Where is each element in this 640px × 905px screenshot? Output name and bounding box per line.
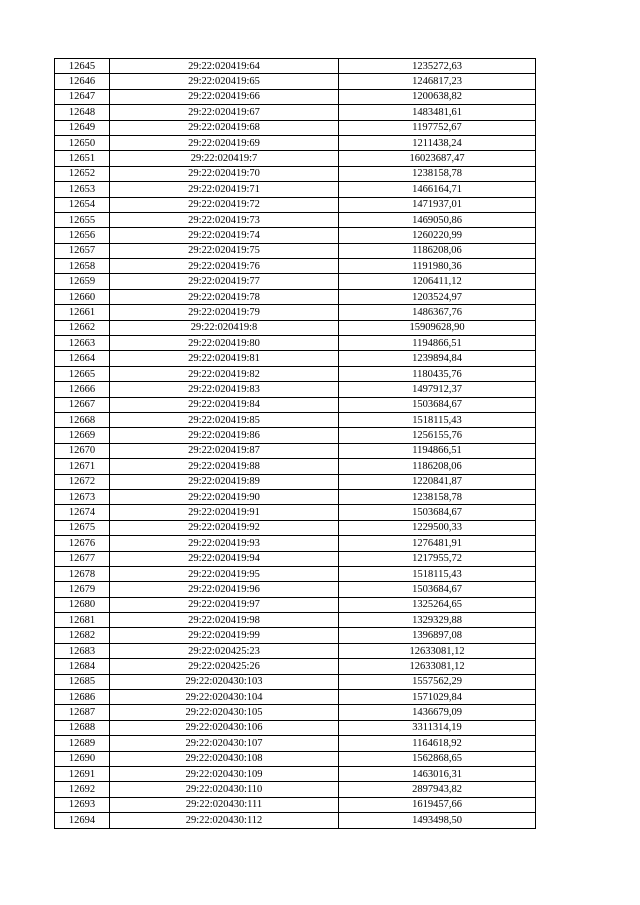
table-row [55, 628, 536, 643]
value-cell: 1483481,61 [339, 105, 536, 120]
cadastral-number-cell: 29:22:020419:72 [110, 197, 339, 212]
table-row [55, 397, 536, 412]
row-number-cell: 12666 [55, 382, 110, 397]
value-cell: 1191980,36 [339, 259, 536, 274]
value-cell: 1463016,31 [339, 766, 536, 781]
table-row [55, 474, 536, 489]
cadastral-number-cell: 29:22:020430:107 [110, 736, 339, 751]
table-row [55, 505, 536, 520]
row-number-cell: 12661 [55, 305, 110, 320]
value-cell: 1518115,43 [339, 412, 536, 427]
cadastral-number-cell: 29:22:020419:84 [110, 397, 339, 412]
data-table [54, 58, 536, 829]
cadastral-number-cell: 29:22:020430:106 [110, 720, 339, 735]
value-cell: 1260220,99 [339, 228, 536, 243]
value-cell: 1217955,72 [339, 551, 536, 566]
value-cell: 12633081,12 [339, 643, 536, 658]
value-cell: 1325264,65 [339, 597, 536, 612]
cadastral-number-cell: 29:22:020419:85 [110, 412, 339, 427]
table-row [55, 412, 536, 427]
cadastral-number-cell: 29:22:020425:26 [110, 659, 339, 674]
table-row [55, 643, 536, 658]
row-number-cell: 12660 [55, 289, 110, 304]
row-number-cell: 12690 [55, 751, 110, 766]
table-row [55, 690, 536, 705]
cadastral-number-cell: 29:22:020419:90 [110, 489, 339, 504]
table-row [55, 766, 536, 781]
row-number-cell: 12646 [55, 74, 110, 89]
row-number-cell: 12685 [55, 674, 110, 689]
cadastral-number-cell: 29:22:020419:68 [110, 120, 339, 135]
table-row [55, 736, 536, 751]
cadastral-number-cell: 29:22:020430:110 [110, 782, 339, 797]
table-row [55, 551, 536, 566]
table-row [55, 382, 536, 397]
cadastral-number-cell: 29:22:020425:23 [110, 643, 339, 658]
cadastral-number-cell: 29:22:020419:97 [110, 597, 339, 612]
table-row [55, 428, 536, 443]
table-row [55, 582, 536, 597]
value-cell: 1571029,84 [339, 690, 536, 705]
cadastral-number-cell: 29:22:020419:86 [110, 428, 339, 443]
value-cell: 1194866,51 [339, 336, 536, 351]
table-row [55, 228, 536, 243]
value-cell: 1238158,78 [339, 489, 536, 504]
cadastral-number-cell: 29:22:020430:103 [110, 674, 339, 689]
row-number-cell: 12671 [55, 459, 110, 474]
row-number-cell: 12694 [55, 813, 110, 828]
table-row [55, 659, 536, 674]
row-number-cell: 12681 [55, 613, 110, 628]
row-number-cell: 12665 [55, 366, 110, 381]
value-cell: 1239894,84 [339, 351, 536, 366]
row-number-cell: 12659 [55, 274, 110, 289]
row-number-cell: 12684 [55, 659, 110, 674]
value-cell: 1229500,33 [339, 520, 536, 535]
table-row [55, 674, 536, 689]
value-cell: 1211438,24 [339, 135, 536, 150]
row-number-cell: 12656 [55, 228, 110, 243]
row-number-cell: 12693 [55, 797, 110, 812]
row-number-cell: 12691 [55, 766, 110, 781]
row-number-cell: 12672 [55, 474, 110, 489]
value-cell: 1562868,65 [339, 751, 536, 766]
row-number-cell: 12649 [55, 120, 110, 135]
cadastral-number-cell: 29:22:020419:65 [110, 74, 339, 89]
cadastral-number-cell: 29:22:020419:93 [110, 536, 339, 551]
table-row [55, 259, 536, 274]
value-cell: 1469050,86 [339, 212, 536, 227]
value-cell: 1276481,91 [339, 536, 536, 551]
cadastral-number-cell: 29:22:020419:64 [110, 59, 339, 74]
row-number-cell: 12679 [55, 582, 110, 597]
value-cell: 1466164,71 [339, 182, 536, 197]
value-cell: 1180435,76 [339, 366, 536, 381]
row-number-cell: 12655 [55, 212, 110, 227]
value-cell: 1186208,06 [339, 243, 536, 258]
table-row [55, 597, 536, 612]
table-row [55, 289, 536, 304]
row-number-cell: 12647 [55, 89, 110, 104]
value-cell: 1200638,82 [339, 89, 536, 104]
cadastral-number-cell: 29:22:020419:99 [110, 628, 339, 643]
value-cell: 1503684,67 [339, 397, 536, 412]
table-row [55, 182, 536, 197]
table-row [55, 74, 536, 89]
cadastral-number-cell: 29:22:020419:73 [110, 212, 339, 227]
row-number-cell: 12667 [55, 397, 110, 412]
table-row [55, 59, 536, 74]
cadastral-number-cell: 29:22:020419:88 [110, 459, 339, 474]
value-cell: 1220841,87 [339, 474, 536, 489]
value-cell: 1206411,12 [339, 274, 536, 289]
value-cell: 1329329,88 [339, 613, 536, 628]
table-row [55, 105, 536, 120]
row-number-cell: 12687 [55, 705, 110, 720]
cadastral-number-cell: 29:22:020419:82 [110, 366, 339, 381]
table-row [55, 751, 536, 766]
value-cell: 1436679,09 [339, 705, 536, 720]
cadastral-number-cell: 29:22:020419:7 [110, 151, 339, 166]
value-cell: 1194866,51 [339, 443, 536, 458]
value-cell: 1557562,29 [339, 674, 536, 689]
table-row [55, 336, 536, 351]
table-row [55, 320, 536, 335]
table-row [55, 520, 536, 535]
row-number-cell: 12692 [55, 782, 110, 797]
row-number-cell: 12676 [55, 536, 110, 551]
row-number-cell: 12669 [55, 428, 110, 443]
value-cell: 1493498,50 [339, 813, 536, 828]
table-body [55, 59, 536, 829]
row-number-cell: 12688 [55, 720, 110, 735]
table-row [55, 705, 536, 720]
value-cell: 1164618,92 [339, 736, 536, 751]
value-cell: 15909628,90 [339, 320, 536, 335]
cadastral-number-cell: 29:22:020419:66 [110, 89, 339, 104]
cadastral-number-cell: 29:22:020419:74 [110, 228, 339, 243]
row-number-cell: 12674 [55, 505, 110, 520]
value-cell: 1256155,76 [339, 428, 536, 443]
row-number-cell: 12651 [55, 151, 110, 166]
row-number-cell: 12680 [55, 597, 110, 612]
cadastral-number-cell: 29:22:020419:78 [110, 289, 339, 304]
row-number-cell: 12652 [55, 166, 110, 181]
table-row [55, 151, 536, 166]
cadastral-number-cell: 29:22:020419:87 [110, 443, 339, 458]
value-cell: 1497912,37 [339, 382, 536, 397]
row-number-cell: 12689 [55, 736, 110, 751]
row-number-cell: 12658 [55, 259, 110, 274]
value-cell: 1619457,66 [339, 797, 536, 812]
table-row [55, 351, 536, 366]
cadastral-number-cell: 29:22:020430:108 [110, 751, 339, 766]
table-row [55, 797, 536, 812]
cadastral-number-cell: 29:22:020419:8 [110, 320, 339, 335]
table-row [55, 459, 536, 474]
cadastral-number-cell: 29:22:020419:81 [110, 351, 339, 366]
row-number-cell: 12645 [55, 59, 110, 74]
value-cell: 1238158,78 [339, 166, 536, 181]
table-row [55, 613, 536, 628]
cadastral-number-cell: 29:22:020419:70 [110, 166, 339, 181]
row-number-cell: 12670 [55, 443, 110, 458]
table-row [55, 720, 536, 735]
value-cell: 1471937,01 [339, 197, 536, 212]
table-row [55, 135, 536, 150]
cadastral-number-cell: 29:22:020419:79 [110, 305, 339, 320]
cadastral-number-cell: 29:22:020430:105 [110, 705, 339, 720]
cadastral-number-cell: 29:22:020419:96 [110, 582, 339, 597]
cadastral-number-cell: 29:22:020430:104 [110, 690, 339, 705]
value-cell: 1503684,67 [339, 505, 536, 520]
row-number-cell: 12653 [55, 182, 110, 197]
value-cell: 1197752,67 [339, 120, 536, 135]
row-number-cell: 12673 [55, 489, 110, 504]
cadastral-number-cell: 29:22:020419:98 [110, 613, 339, 628]
cadastral-number-cell: 29:22:020419:69 [110, 135, 339, 150]
table-row [55, 197, 536, 212]
row-number-cell: 12657 [55, 243, 110, 258]
table-row [55, 443, 536, 458]
cadastral-number-cell: 29:22:020419:94 [110, 551, 339, 566]
value-cell: 2897943,82 [339, 782, 536, 797]
cadastral-number-cell: 29:22:020430:111 [110, 797, 339, 812]
cadastral-number-cell: 29:22:020430:112 [110, 813, 339, 828]
value-cell: 1235272,63 [339, 59, 536, 74]
cadastral-number-cell: 29:22:020419:76 [110, 259, 339, 274]
table-row [55, 89, 536, 104]
cadastral-number-cell: 29:22:020419:83 [110, 382, 339, 397]
value-cell: 1246817,23 [339, 74, 536, 89]
cadastral-number-cell: 29:22:020419:89 [110, 474, 339, 489]
table-row [55, 489, 536, 504]
value-cell: 1186208,06 [339, 459, 536, 474]
row-number-cell: 12686 [55, 690, 110, 705]
cadastral-number-cell: 29:22:020419:80 [110, 336, 339, 351]
row-number-cell: 12678 [55, 566, 110, 581]
row-number-cell: 12668 [55, 412, 110, 427]
table-row [55, 813, 536, 828]
cadastral-number-cell: 29:22:020419:92 [110, 520, 339, 535]
cadastral-number-cell: 29:22:020419:91 [110, 505, 339, 520]
row-number-cell: 12662 [55, 320, 110, 335]
cadastral-number-cell: 29:22:020419:67 [110, 105, 339, 120]
table-row [55, 120, 536, 135]
row-number-cell: 12650 [55, 135, 110, 150]
table-row [55, 166, 536, 181]
value-cell: 1486367,76 [339, 305, 536, 320]
value-cell: 3311314,19 [339, 720, 536, 735]
value-cell: 1503684,67 [339, 582, 536, 597]
row-number-cell: 12648 [55, 105, 110, 120]
row-number-cell: 12654 [55, 197, 110, 212]
value-cell: 1203524,97 [339, 289, 536, 304]
table-row [55, 566, 536, 581]
value-cell: 16023687,47 [339, 151, 536, 166]
table-row [55, 243, 536, 258]
cadastral-number-cell: 29:22:020419:95 [110, 566, 339, 581]
table-row [55, 212, 536, 227]
table-row [55, 274, 536, 289]
table-row [55, 782, 536, 797]
table-row [55, 536, 536, 551]
value-cell: 1396897,08 [339, 628, 536, 643]
cadastral-number-cell: 29:22:020419:71 [110, 182, 339, 197]
row-number-cell: 12682 [55, 628, 110, 643]
row-number-cell: 12677 [55, 551, 110, 566]
row-number-cell: 12663 [55, 336, 110, 351]
row-number-cell: 12683 [55, 643, 110, 658]
cadastral-number-cell: 29:22:020419:77 [110, 274, 339, 289]
table-row [55, 366, 536, 381]
row-number-cell: 12664 [55, 351, 110, 366]
value-cell: 12633081,12 [339, 659, 536, 674]
cadastral-number-cell: 29:22:020430:109 [110, 766, 339, 781]
row-number-cell: 12675 [55, 520, 110, 535]
table-row [55, 305, 536, 320]
value-cell: 1518115,43 [339, 566, 536, 581]
cadastral-number-cell: 29:22:020419:75 [110, 243, 339, 258]
